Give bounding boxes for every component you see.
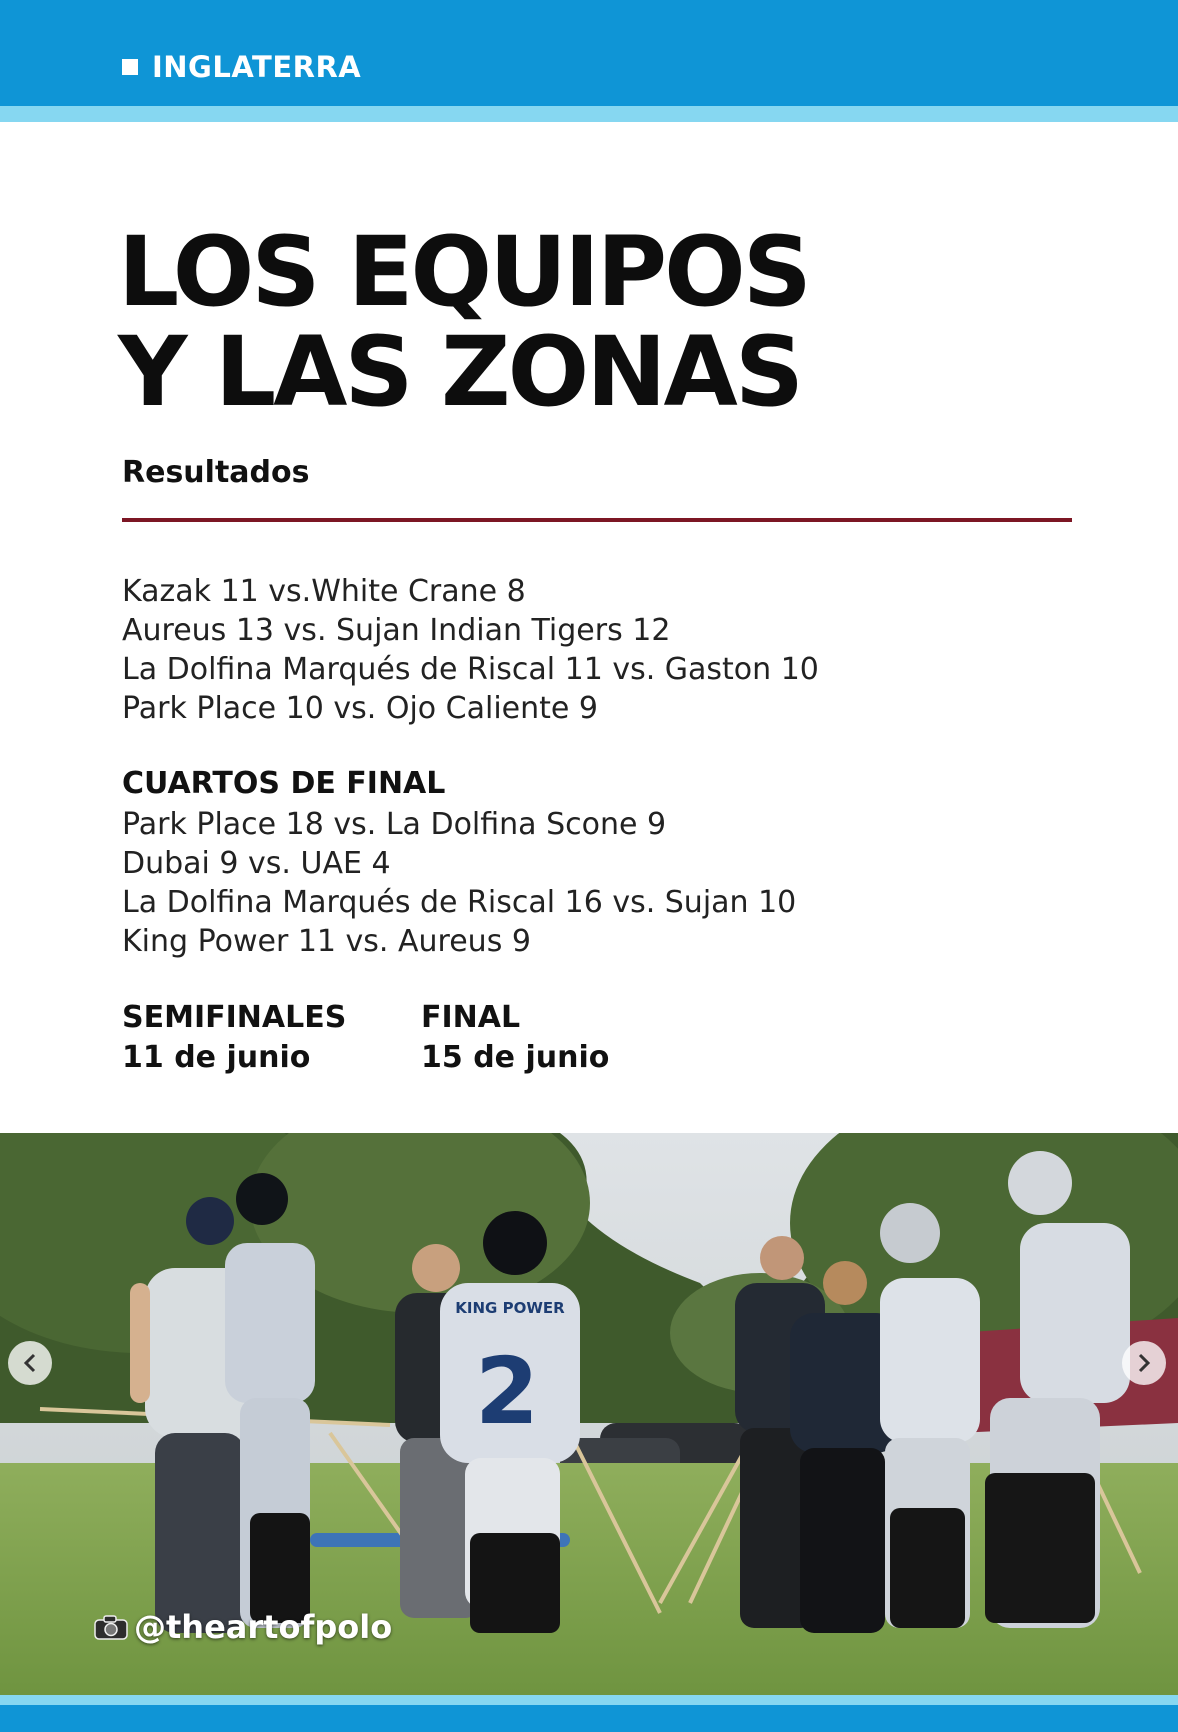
quarterfinal-item: La Dolfina Marqués de Riscal 16 vs. Sujan 10 <box>122 885 797 920</box>
photo-credit-text: @theartofpolo <box>134 1608 393 1646</box>
subtitle: Resultados <box>122 455 310 490</box>
section-label: INGLATERRA <box>152 50 362 84</box>
final-heading: FINAL <box>421 1000 521 1035</box>
final-block <box>421 998 609 1078</box>
result-item: Kazak 11 vs.White Crane 8 <box>122 574 526 609</box>
quarterfinal-item: King Power 11 vs. Aureus 9 <box>122 924 531 959</box>
title-line-1: LOS EQUIPOS <box>118 216 809 328</box>
bottom-accent-stripe <box>0 1695 1178 1705</box>
page-title <box>118 216 809 428</box>
next-photo-button[interactable] <box>1122 1341 1166 1385</box>
jersey-number-text: 2 <box>474 1338 540 1445</box>
quarterfinal-item: Park Place 18 vs. La Dolfina Scone 9 <box>122 807 667 842</box>
quarterfinals-heading: CUARTOS DE FINAL <box>122 766 446 801</box>
semifinals-heading: SEMIFINALES <box>122 1000 347 1035</box>
photo-credit <box>94 1608 392 1646</box>
title-line-2: Y LAS ZONAS <box>118 316 801 428</box>
chevron-right-icon <box>1136 1352 1152 1374</box>
results-list <box>122 572 819 728</box>
result-item: La Dolfina Marqués de Riscal 11 vs. Gaston 10 <box>122 652 819 687</box>
result-item: Park Place 10 vs. Ojo Caliente 9 <box>122 691 598 726</box>
chevron-left-icon <box>22 1352 38 1374</box>
final-date: 15 de junio <box>421 1040 610 1075</box>
quarterfinals-list <box>122 805 796 961</box>
quarterfinal-item: Dubai 9 vs. UAE 4 <box>122 846 391 881</box>
previous-photo-button[interactable] <box>8 1341 52 1385</box>
section-tag <box>122 50 361 84</box>
square-bullet-icon <box>122 59 138 75</box>
jersey-brand-text: KING POWER <box>455 1299 565 1317</box>
divider-rule <box>122 518 1072 522</box>
result-item: Aureus 13 vs. Sujan Indian Tigers 12 <box>122 613 671 648</box>
semifinals-date: 11 de junio <box>122 1040 311 1075</box>
semifinals-block <box>122 998 346 1078</box>
top-accent-stripe <box>0 106 1178 122</box>
camera-icon <box>94 1614 128 1640</box>
